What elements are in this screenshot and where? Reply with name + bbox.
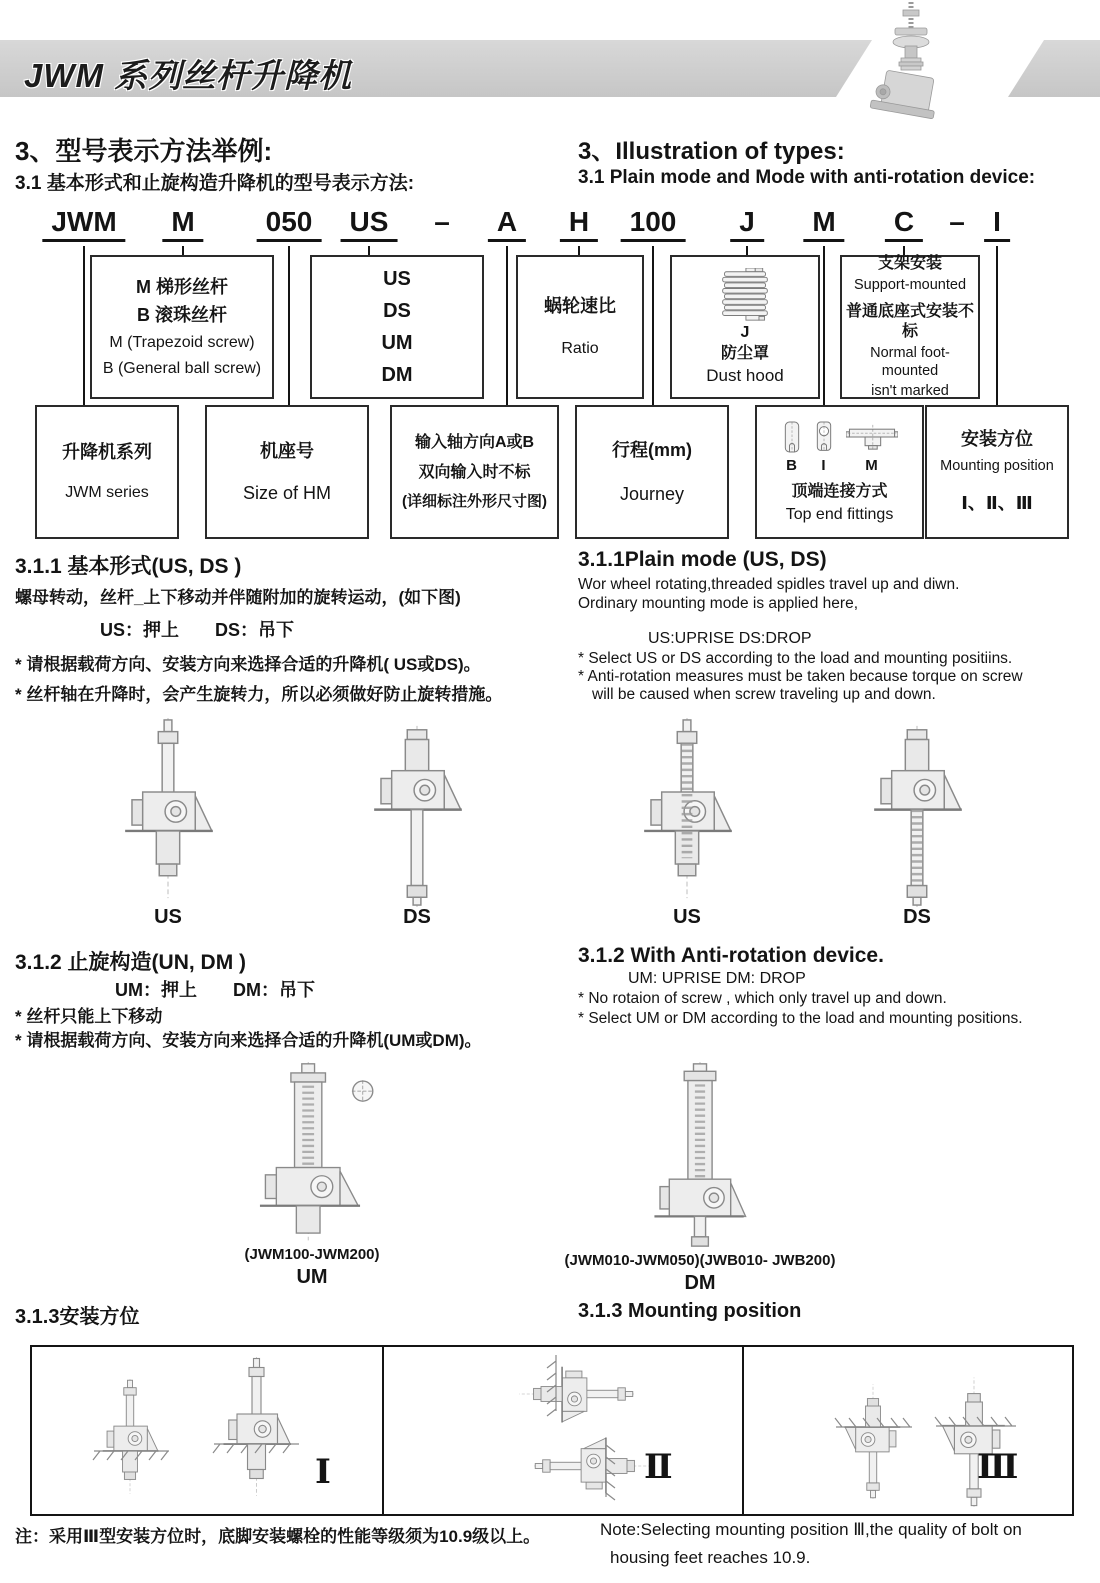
dust-hood-bellows-icon xyxy=(718,268,772,322)
drawing-label-us-1: US xyxy=(154,906,182,928)
code-part-100: 100 xyxy=(621,206,686,242)
s312-zh-heading: 3.1.2 止旋构造(UN, DM ) xyxy=(15,951,247,974)
footer-note-en-line1: Note:Selecting mounting position Ⅲ,the quality of bolt on xyxy=(600,1520,1022,1539)
code-part-i: I xyxy=(984,206,1010,242)
dm-range-label: (JWM010-JWM050)(JWB010- JWB200) xyxy=(564,1252,836,1269)
code-dash-2: – xyxy=(949,206,965,237)
page-title: JWM 系列丝杆升降机 xyxy=(24,57,353,94)
fitting-b-icon xyxy=(782,419,802,455)
jack-ds-drawing xyxy=(365,722,469,907)
fitting-m-icon xyxy=(846,419,898,455)
connector-line xyxy=(506,246,508,405)
mounting-position-box xyxy=(30,1345,1074,1516)
drawing-label-us-2: US xyxy=(673,906,701,928)
roman-numeral-3: Ⅲ xyxy=(977,1447,1019,1487)
s311-en-heading: 3.1.1Plain mode (US, DS) xyxy=(578,548,827,571)
legend-box-top-end-fittings: B I M 顶端连接方式 Top end fittings xyxy=(755,405,924,539)
section31-zh-subtitle: 3.1 基本形式和止旋构造升降机的型号表示方法: xyxy=(15,173,415,194)
um-range-label: (JWM100-JWM200) xyxy=(244,1246,380,1263)
fitting-label-b: B xyxy=(786,456,797,474)
code-part-jwm: JWM xyxy=(42,206,125,242)
code-part-c: C xyxy=(885,206,923,242)
jack-ds-screw-drawing xyxy=(865,722,969,907)
s311-zh-note1: * 请根据载荷方向、安装方向来选择合适的升降机( US或DS)。 xyxy=(15,655,481,674)
jack-us-screw-drawing xyxy=(635,718,739,903)
s311-zh-line1: 螺母转动，丝杆_上下移动并伴随附加的旋转运动，(如下图) xyxy=(15,588,461,607)
roman-numeral-1: Ⅰ xyxy=(315,1452,331,1492)
s311-en-note1: * Select US or DS according to the load and mounting positiins. xyxy=(578,650,1013,667)
s313-zh-heading: 3.1.3安装方位 xyxy=(15,1306,140,1328)
screw-jack-product-icon xyxy=(845,2,965,120)
code-part-m2: M xyxy=(803,206,844,242)
s311-zh-heading: 3.1.1 基本形式(US, DS ) xyxy=(15,555,242,578)
mounting-position-3-drawing xyxy=(744,1349,1070,1508)
s312-en-line1: UM: UPRISE DM: DROP xyxy=(628,970,806,987)
footer-note-en-line2: housing feet reaches 10.9. xyxy=(610,1548,811,1567)
legend-box-input-shaft: 输入轴方向A或B 双向输入时不标 (详细标注外形尺寸图) xyxy=(390,405,559,539)
um-label: UM xyxy=(296,1266,328,1288)
mounting-position-2-drawing xyxy=(384,1349,740,1508)
s312-en-note2: * Select UM or DM according to the load and mounting positions. xyxy=(578,1010,1023,1027)
jack-us-drawing xyxy=(116,718,220,903)
connector-line xyxy=(368,246,370,255)
legend-box-screw-type: M 梯形丝杆 B 滚珠丝杆 M (Trapezoid screw) B (General ball screw) xyxy=(90,255,274,399)
code-part-m1: M xyxy=(162,206,203,242)
drawing-label-ds-1: DS xyxy=(403,906,431,928)
s312-en-note1: * No rotaion of screw , which only travel up and down. xyxy=(578,990,947,1007)
header-band-strip xyxy=(1008,40,1100,97)
s311-en-line3: US:UPRISE DS:DROP xyxy=(648,630,812,647)
dm-label: DM xyxy=(684,1272,716,1294)
jack-um-drawing xyxy=(230,1062,390,1244)
fitting-label-m: M xyxy=(865,456,878,474)
footer-note-zh: 注：采用Ⅲ型安装方位时，底脚安装螺栓的性能等级须为10.9级以上。 xyxy=(15,1527,541,1546)
connector-line xyxy=(83,246,85,405)
s311-en-note3: will be caused when screw traveling up and down. xyxy=(592,686,936,703)
connector-line xyxy=(652,246,654,405)
legend-box-series: 升降机系列 JWM series xyxy=(35,405,179,539)
s311-en-line1: Wor wheel rotating,threaded spidles travel up and diwn. xyxy=(578,576,960,593)
legend-box-ratio: 蜗轮速比 Ratio xyxy=(516,255,644,399)
connector-line xyxy=(578,246,580,255)
section31-en-subtitle: 3.1 Plain mode and Mode with anti-rotation device: xyxy=(578,167,1036,188)
s313-en-heading: 3.1.3 Mounting position xyxy=(578,1300,802,1322)
legend-box-size: 机座号 Size of HM xyxy=(205,405,369,539)
drawing-label-ds-2: DS xyxy=(903,906,931,928)
s312-zh-note2: * 请根据载荷方向、安装方向来选择合适的升降机(UM或DM)。 xyxy=(15,1031,482,1050)
connector-line xyxy=(746,246,748,255)
fitting-label-i: I xyxy=(821,456,826,474)
jack-dm-drawing xyxy=(645,1062,755,1248)
legend-box-support-mounted: 支架安装 Support-mounted 普通底座式安装不标 Normal foot-mounted isn't marked xyxy=(840,255,980,399)
code-part-050: 050 xyxy=(257,206,322,242)
legend-box-mode: US DS UM DM xyxy=(310,255,484,399)
roman-numeral-2: Ⅱ xyxy=(644,1447,673,1487)
connector-line xyxy=(182,246,184,255)
code-part-us: US xyxy=(341,206,398,242)
legend-box-mounting-position: 安装方位 Mounting position Ⅰ、Ⅱ、Ⅲ xyxy=(925,405,1069,539)
s312-zh-note1: * 丝杆只能上下移动 xyxy=(15,1007,163,1026)
code-part-a: A xyxy=(488,206,526,242)
s311-en-note2: * Anti-rotation measures must be taken because torque on screw xyxy=(578,668,1023,685)
s311-zh-line2: US：押上 DS：吊下 xyxy=(100,620,295,640)
connector-line xyxy=(823,246,825,405)
s311-en-line2: Ordinary mounting mode is applied here, xyxy=(578,595,859,612)
fitting-i-icon xyxy=(814,419,834,455)
fitting-icons-row xyxy=(782,419,898,476)
code-part-h: H xyxy=(560,206,598,242)
code-part-j: J xyxy=(730,206,764,242)
legend-box-dust-hood: J 防尘罩 Dust hood xyxy=(670,255,820,399)
s311-zh-note2: * 丝杆轴在升降时，会产生旋转力，所以必须做好防止旋转措施。 xyxy=(15,685,503,704)
connector-line xyxy=(996,246,998,405)
s312-zh-line1: UM：押上 DM：吊下 xyxy=(115,980,315,1000)
s312-en-heading: 3.1.2 With Anti-rotation device. xyxy=(578,944,884,967)
section3-zh-title: 3、型号表示方法举例: xyxy=(15,136,273,166)
code-dash-1: – xyxy=(434,206,450,237)
section3-en-title: 3、Illustration of types: xyxy=(578,138,845,165)
connector-line xyxy=(288,246,290,405)
legend-box-journey: 行程(mm) Journey xyxy=(575,405,729,539)
